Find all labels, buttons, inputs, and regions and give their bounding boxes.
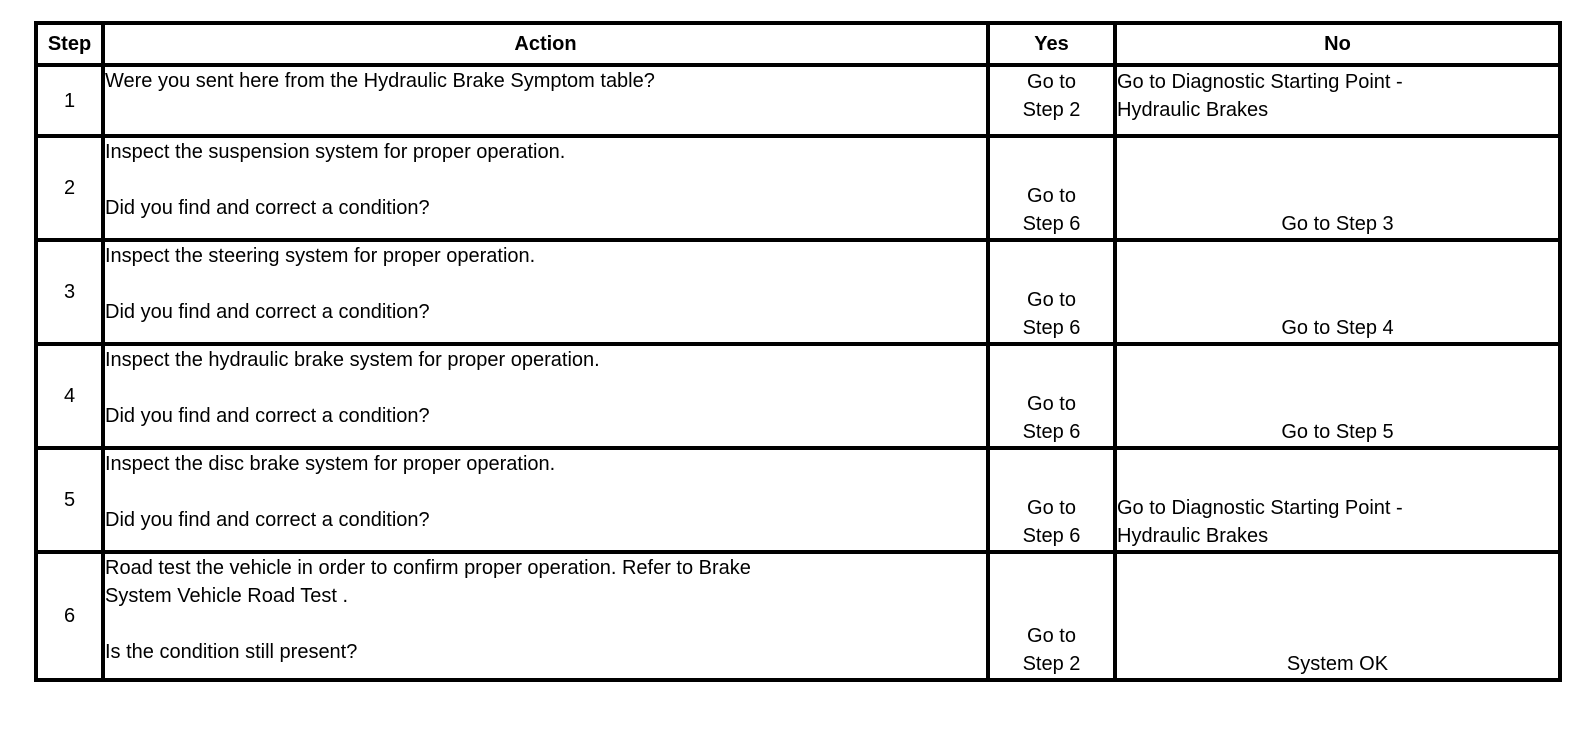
step-number: 1 xyxy=(36,65,103,136)
header-yes: Yes xyxy=(988,23,1115,65)
step-number: 4 xyxy=(36,344,103,448)
yes-text: Go to xyxy=(1027,185,1076,207)
yes-text: Go to xyxy=(1027,625,1076,647)
yes-text: Go to xyxy=(1027,289,1076,311)
yes-cell xyxy=(988,65,1115,136)
no-cell xyxy=(1115,448,1560,552)
action-cell xyxy=(103,240,988,344)
no-text: Go to Diagnostic Starting Point - xyxy=(1117,71,1403,93)
no-cell xyxy=(1115,136,1560,240)
header-row xyxy=(36,23,1560,65)
action-text: Inspect the steering system for proper operation. xyxy=(105,245,536,267)
no-text: System OK xyxy=(1286,653,1389,675)
yes-text: Step 6 xyxy=(1022,213,1081,235)
question-text: Did you find and correct a condition? xyxy=(105,509,430,531)
table-row xyxy=(36,240,1560,344)
action-cell xyxy=(103,552,988,680)
step-number: 3 xyxy=(36,240,103,344)
no-cell xyxy=(1115,344,1560,448)
yes-text: Step 6 xyxy=(1022,421,1081,443)
yes-cell xyxy=(988,344,1115,448)
yes-text: Step 6 xyxy=(1022,525,1081,547)
step-number: 5 xyxy=(36,448,103,552)
action-text: Were you sent here from the Hydraulic Brake Symptom table? xyxy=(105,70,655,92)
yes-text: Go to xyxy=(1027,71,1076,93)
action-text: System Vehicle Road Test . xyxy=(105,585,349,607)
table-row xyxy=(36,344,1560,448)
no-text: Go to Step 5 xyxy=(1281,421,1394,443)
action-cell xyxy=(103,344,988,448)
yes-text: Go to xyxy=(1027,393,1076,415)
yes-cell xyxy=(988,240,1115,344)
action-cell xyxy=(103,65,988,136)
no-text: Go to Diagnostic Starting Point - xyxy=(1117,497,1403,519)
step-number: 2 xyxy=(36,136,103,240)
question-text: Did you find and correct a condition? xyxy=(105,301,430,323)
yes-text: Step 2 xyxy=(1022,653,1081,675)
no-text: Hydraulic Brakes xyxy=(1117,99,1269,121)
header-no: No xyxy=(1115,23,1560,65)
yes-cell xyxy=(988,552,1115,680)
table-row xyxy=(36,448,1560,552)
header-action: Action xyxy=(103,23,988,65)
no-cell xyxy=(1115,552,1560,680)
no-cell xyxy=(1115,240,1560,344)
action-cell xyxy=(103,448,988,552)
diagnostic-table xyxy=(34,21,1562,682)
action-text: Road test the vehicle in order to confirm proper operation. Refer to Brake xyxy=(105,557,751,579)
action-text: Inspect the hydraulic brake system for proper operation. xyxy=(105,349,600,371)
question-text: Did you find and correct a condition? xyxy=(105,197,430,219)
action-text: Inspect the disc brake system for proper operation. xyxy=(105,453,556,475)
table-row xyxy=(36,65,1560,136)
no-text: Go to Step 3 xyxy=(1281,213,1394,235)
yes-text: Step 6 xyxy=(1022,317,1081,339)
yes-text: Go to xyxy=(1027,497,1076,519)
yes-cell xyxy=(988,136,1115,240)
no-text: Go to Step 4 xyxy=(1281,317,1394,339)
question-text: Did you find and correct a condition? xyxy=(105,405,430,427)
no-cell xyxy=(1115,65,1560,136)
action-cell xyxy=(103,136,988,240)
header-step: Step xyxy=(36,23,103,65)
yes-text: Step 2 xyxy=(1022,99,1081,121)
table-row xyxy=(36,136,1560,240)
question-text: Is the condition still present? xyxy=(105,641,358,663)
table-row xyxy=(36,552,1560,680)
no-text: Hydraulic Brakes xyxy=(1117,525,1269,547)
step-number: 6 xyxy=(36,552,103,680)
yes-cell xyxy=(988,448,1115,552)
action-text: Inspect the suspension system for proper operation. xyxy=(105,141,566,163)
